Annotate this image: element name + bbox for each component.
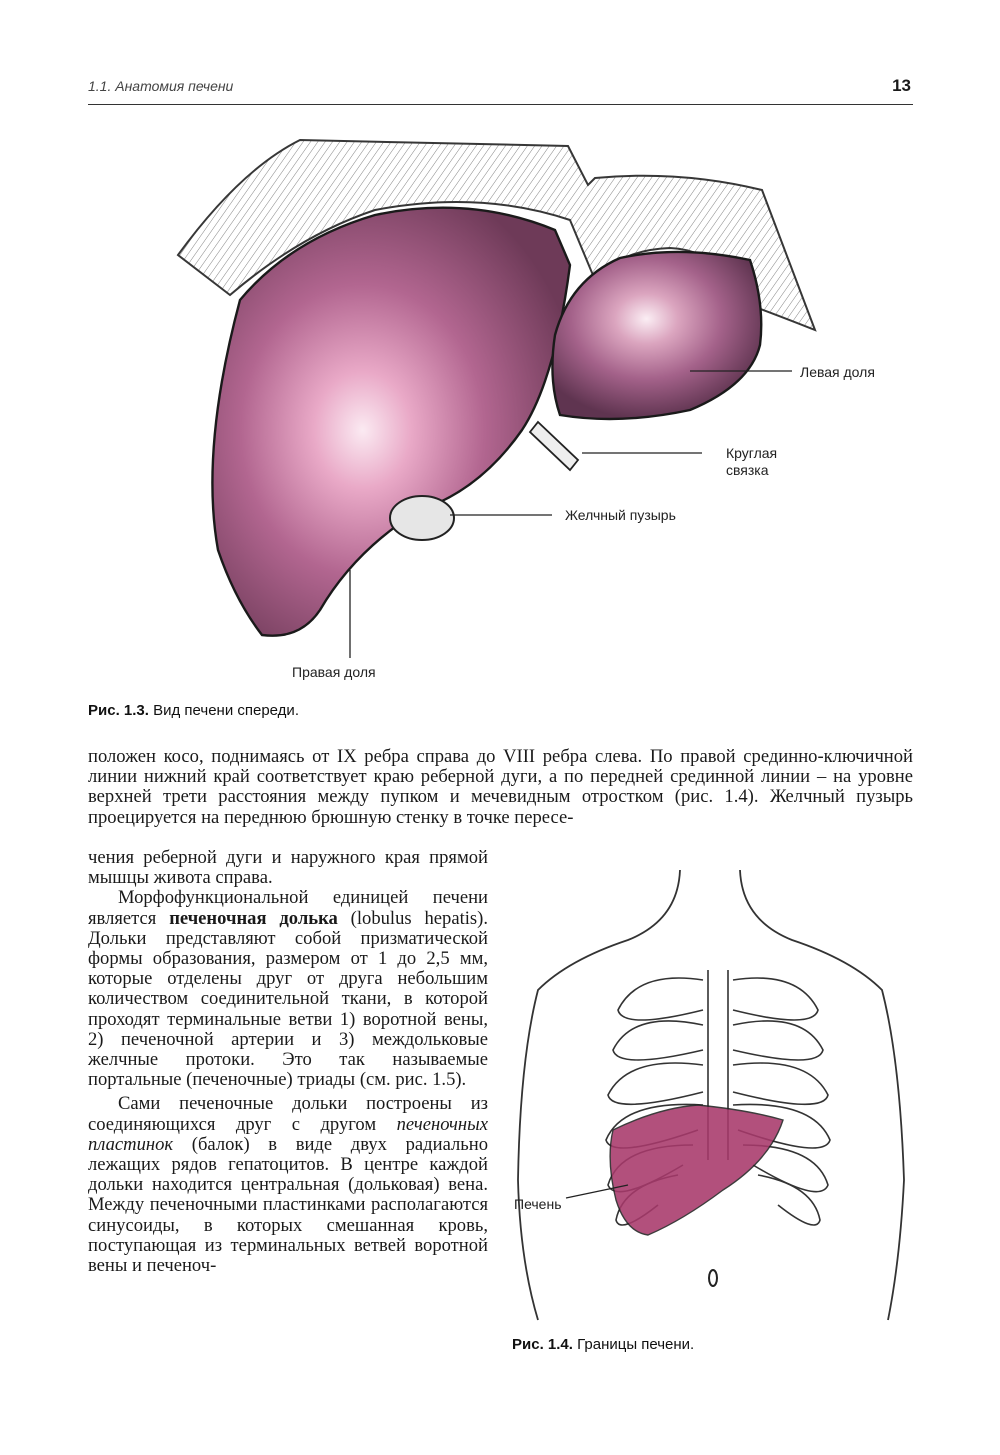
label-right-lobe: Правая доля [292, 664, 376, 680]
paragraph-1-tail: чения реберной дуги и наружного края прямой мышцы живота справа. [88, 847, 488, 889]
liver-boundaries-illustration [508, 860, 928, 1330]
umbilicus [709, 1270, 717, 1286]
gallbladder [390, 496, 454, 540]
running-header [88, 74, 913, 105]
liver-front-view-illustration [150, 130, 910, 690]
figure-1-3-caption [88, 702, 299, 719]
section-title: 1.1. Анатомия печени [88, 78, 234, 94]
label-liver: Печень [514, 1196, 562, 1212]
liver-projection [610, 1105, 783, 1235]
caption-text: Вид печени спереди. [148, 702, 299, 719]
torso-outline [518, 870, 904, 1320]
body-left-column [88, 848, 488, 1276]
round-ligament [530, 422, 578, 470]
caption-number: Рис. 1.4. [512, 1336, 573, 1353]
label-round-ligament-line1: Круглая [726, 445, 778, 461]
right-lobe [212, 208, 570, 636]
label-round-ligament-line2: связка [726, 462, 769, 478]
left-lobe [552, 252, 761, 419]
page-number: 13 [892, 76, 911, 95]
paragraph-2: Морфофункциональной единицей печени является печеночная долька (lobulus hepatis). Дольки представляют собой призматической формы образования, размером от 1 до 2,5 мм, которые отделены друг от друга небольшим количеством соединительной ткани, в которой проходят терминальные ветви 1) воротной вены, 2) печеночной артерии и 3) междольковые желчные протоки. Это так называемые портальные (печеночные) триады (см. рис. 1.5). [88, 887, 488, 1091]
caption-text: Границы печени. [572, 1336, 695, 1353]
caption-number: Рис. 1.3. [88, 702, 149, 719]
paragraph-3: Сами печеночные дольки построены из соединяющихся друг с другом печеночных пластинок (балок) в виде двух радиально лежащих рядов гепатоцитов. В центре каждой дольки находится центральная (дольковая) вена. Между печеночными пластинками располагаются синусоиды, в которых смешанная кровь, поступающая из терминальных ветвей воротной вены и печеноч- [88, 1093, 488, 1277]
label-left-lobe: Левая доля [800, 364, 875, 380]
figure-1-4-caption [512, 1336, 694, 1353]
body-paragraph-1: положен косо, поднимаясь от IX ребра справа до VIII ребра слева. По правой срединно-ключичной линии нижний край соответствует краю реберной дуги, а по передней срединной линии – на уровне верхней трети расстояния между пупком и мечевидным отростком (рис. 1.4). Желчный пузырь проецируется на переднюю брюшную стенку в точке пересе- [88, 746, 913, 828]
label-gallbladder: Желчный пузырь [565, 507, 676, 523]
